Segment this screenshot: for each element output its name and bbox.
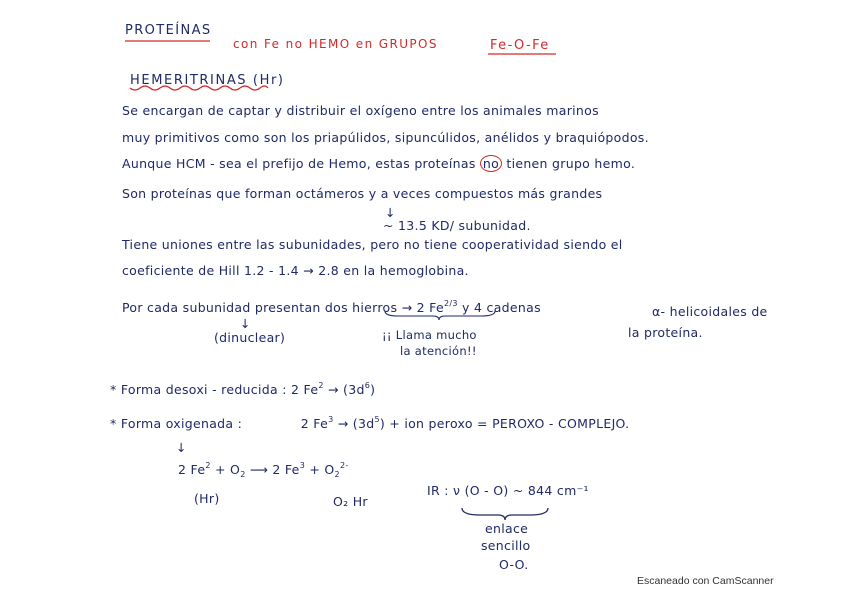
paragraph-line-6: coeficiente de Hill 1.2 - 1.4 → 2.8 en la hemoglobina. (122, 263, 469, 278)
note-middle-2: la atención!! (400, 344, 477, 358)
section-heading: HEMERITRINAS (Hr) (130, 73, 285, 88)
enlace-2: sencillo (481, 538, 531, 553)
arrow-down-2: ↓ (240, 316, 251, 331)
note-right-2: la proteína. (628, 325, 703, 340)
reaction-fe3-sup: 3 (299, 461, 306, 470)
reaction-o2-sup2: 2- (339, 461, 349, 470)
paragraph-line-4: Son proteínas que forman octámeros y a veces compuestos más grandes (122, 186, 603, 201)
circled-no: no (480, 155, 502, 172)
reaction-lhs: 2 Fe (178, 462, 206, 477)
reaction-arrow: ⟶ 2 Fe (249, 462, 300, 477)
title-part1: PROTEÍNAS (125, 23, 212, 38)
forma2-eq-c: ) + ion peroxo = PEROXO - COMPLEJO. (379, 416, 630, 431)
line3-after: tienen grupo hemo. (506, 156, 636, 171)
reaction-plus2: + O (309, 462, 335, 477)
paragraph-line-1: Se encargan de captar y distribuir el oxígeno entre los animales marinos (122, 103, 599, 118)
arrow-down-1: ↓ (385, 205, 396, 220)
reaction-lhs-sup: 2 (205, 461, 211, 470)
line3-before: Aunque HCM - sea el prefijo de Hemo, estas proteínas (122, 156, 476, 171)
kd-per-subunit: ~ 13.5 KD/ subunidad. (383, 218, 531, 233)
title-part2: con Fe no HEMO en GRUPOS (233, 37, 438, 51)
line7-fe: 2 Fe (416, 300, 444, 315)
line7-right: y 4 cadenas (462, 300, 541, 315)
reaction-plus: + O (215, 462, 241, 477)
paragraph-line-5: Tiene uniones entre las subunidades, pero no tiene cooperatividad siendo el (122, 237, 623, 252)
forma2-eq-b: → (3d (337, 416, 375, 431)
hr-label: (Hr) (194, 491, 220, 506)
note-middle-1: ¡¡ Llama mucho (382, 328, 477, 342)
scanner-footer: Escaneado con CamScanner (637, 575, 774, 587)
forma1-eq-b-sup: 6 (364, 381, 371, 390)
arrow-down-3: ↓ (176, 440, 187, 455)
o2hr-label: O₂ Hr (333, 494, 368, 509)
reaction-o2-sub: 2 (240, 470, 246, 479)
forma1-eq-a-sup: 2 (318, 381, 324, 390)
forma1-label: * Forma desoxi - reducida : (110, 382, 287, 397)
enlace-3: O-O. (499, 557, 529, 572)
enlace-1: enlace (485, 521, 529, 536)
forma2-eq-b-sup: 5 (374, 415, 380, 424)
ir-stretch: IR : ν (O - O) ~ 844 cm⁻¹ (427, 483, 589, 498)
forma1-eq-b: → (3d (328, 382, 365, 397)
line7-main: Por cada subunidad presentan dos hierros → (122, 300, 413, 315)
forma2-eq-a: 2 Fe (300, 416, 329, 431)
forma1-eq-c: ) (370, 382, 376, 397)
forma2-label: * Forma oxigenada : (110, 416, 243, 431)
reaction-o2-sub2: 2 (334, 470, 340, 479)
forma2-eq-a-sup: 3 (328, 415, 334, 424)
dinuclear-label: (dinuclear) (214, 330, 286, 345)
title-part3: Fe-O-Fe (490, 38, 550, 53)
line7-fe-sup: 2/3 (443, 299, 458, 308)
paragraph-line-2: muy primitivos como son los priapúlidos, sipuncúlidos, anélidos y braquiópodos. (122, 130, 649, 145)
forma1-eq-a: 2 Fe (291, 382, 319, 397)
note-right-1: α- helicoidales de (652, 304, 768, 319)
